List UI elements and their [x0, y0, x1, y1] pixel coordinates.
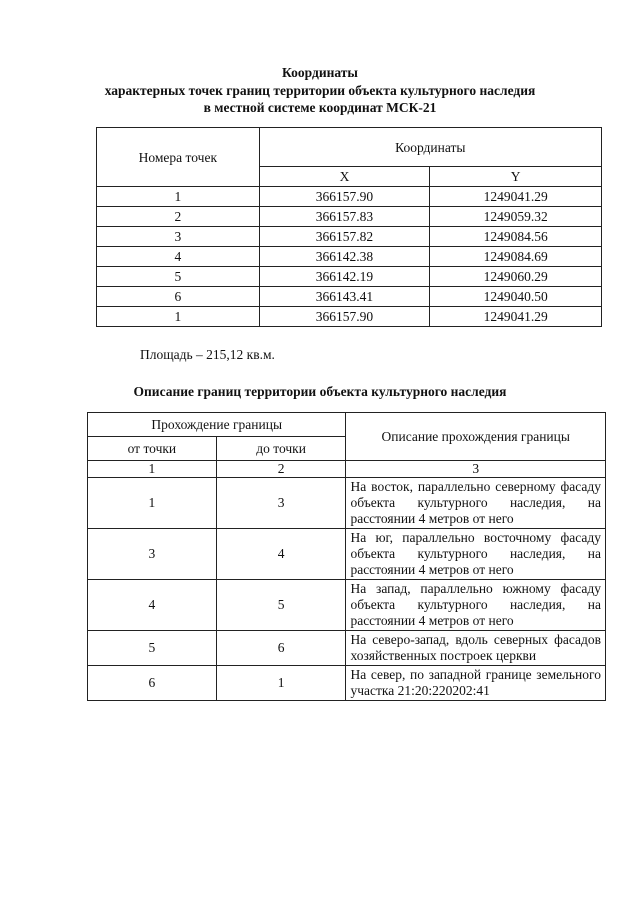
header-description: Описание прохождения границы: [346, 413, 606, 461]
table-row: [97, 287, 602, 307]
column-number-3: 3: [346, 461, 606, 478]
heading-line-1: Координаты: [282, 65, 358, 80]
table-row: [88, 666, 606, 701]
table-row: [88, 529, 606, 580]
coordinate-y: 1249084.69: [430, 247, 602, 267]
coordinate-x: 366157.90: [259, 187, 430, 207]
to-point: 1: [216, 666, 346, 701]
from-point: 6: [88, 666, 217, 701]
point-number: 5: [97, 267, 260, 287]
point-number: 1: [97, 187, 260, 207]
to-point: 5: [216, 580, 346, 631]
coordinate-y: 1249060.29: [430, 267, 602, 287]
point-number: 3: [97, 227, 260, 247]
coordinate-x: 366142.38: [259, 247, 430, 267]
table-row: [88, 580, 606, 631]
from-point: 3: [88, 529, 217, 580]
point-number: 6: [97, 287, 260, 307]
header-x: X: [259, 167, 430, 187]
coordinate-y: 1249059.32: [430, 207, 602, 227]
table-row: [97, 247, 602, 267]
boundaries-table: [87, 412, 606, 701]
coordinate-x: 366143.41: [259, 287, 430, 307]
header-y: Y: [430, 167, 602, 187]
area-text: Площадь – 215,12 кв.м.: [140, 347, 275, 362]
header-to-point: до точки: [216, 437, 346, 461]
point-number: 1: [97, 307, 260, 327]
boundary-description: На северо-запад, вдоль северных фасадов хозяйственных построек церкви: [346, 631, 606, 666]
table-row: [88, 631, 606, 666]
table-row: [97, 307, 602, 327]
coordinate-y: 1249040.50: [430, 287, 602, 307]
header-from-point: от точки: [88, 437, 217, 461]
heading-line-2: характерных точек границ территории объекта культурного наследия: [104, 83, 536, 98]
table-row: [88, 478, 606, 529]
to-point: 6: [216, 631, 346, 666]
from-point: 5: [88, 631, 217, 666]
point-number: 2: [97, 207, 260, 227]
header-points: Номера точек: [97, 128, 260, 187]
table-row: [97, 187, 602, 207]
to-point: 4: [216, 529, 346, 580]
coordinate-x: 366157.82: [259, 227, 430, 247]
boundary-description: На север, по западной границе земельного участка 21:20:220202:41: [346, 666, 606, 701]
boundary-description: На юг, параллельно восточному фасаду объекта культурного наследия, на расстоянии 4 метров от него: [346, 529, 606, 580]
table-row: [97, 207, 602, 227]
coordinates-table: [96, 127, 602, 327]
heading-line-3: в местной системе координат МСК-21: [203, 100, 437, 115]
coordinate-x: 366157.90: [259, 307, 430, 327]
to-point: 3: [216, 478, 346, 529]
from-point: 1: [88, 478, 217, 529]
column-number-2: 2: [216, 461, 346, 478]
header-coordinates: Координаты: [259, 128, 601, 167]
coordinates-rows: [97, 187, 602, 327]
table-row: [97, 227, 602, 247]
coordinate-y: 1249084.56: [430, 227, 602, 247]
coordinate-x: 366157.83: [259, 207, 430, 227]
column-number-1: 1: [88, 461, 217, 478]
boundary-description: На запад, параллельно южному фасаду объекта культурного наследия, на расстоянии 4 метров от него: [346, 580, 606, 631]
header-pass: Прохождение границы: [88, 413, 346, 437]
boundaries-rows: [88, 478, 606, 701]
table-row: [97, 267, 602, 287]
from-point: 4: [88, 580, 217, 631]
bounds-title: Описание границ территории объекта культурного наследия: [133, 384, 507, 399]
point-number: 4: [97, 247, 260, 267]
boundary-description: На восток, параллельно северному фасаду объекта культурного наследия, на расстоянии 4 метров от него: [346, 478, 606, 529]
coordinate-y: 1249041.29: [430, 307, 602, 327]
coordinate-x: 366142.19: [259, 267, 430, 287]
coordinate-y: 1249041.29: [430, 187, 602, 207]
